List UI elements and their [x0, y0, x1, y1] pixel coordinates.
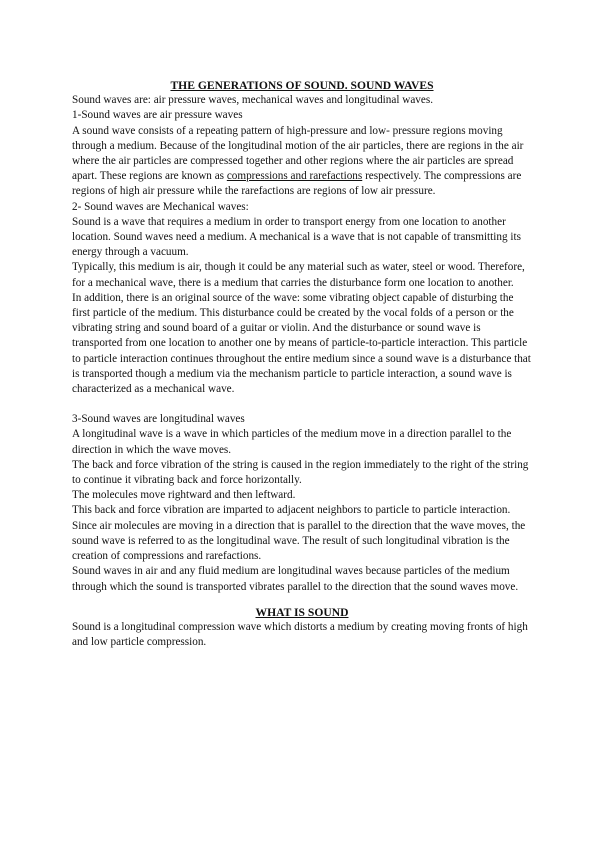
section-3-paragraph-2: The back and force vibration of the string is caused in the region immediately to the right of the string to continue it vibrating back and force horizontally. — [72, 458, 529, 487]
section-title-what-is-sound: WHAT IS SOUND — [255, 605, 349, 619]
section-2-paragraph-1: Sound is a wave that requires a medium in order to transport energy from one location to another location. Sound waves need a medium. A mechanical is a wave that is not capable of transmitting its energy through a vacuum. — [72, 215, 521, 259]
intro-paragraph: Sound waves are: air pressure waves, mechanical waves and longitudinal waves. — [72, 94, 433, 107]
section-3-paragraph-4: This back and force vibration are imparted to adjacent neighbors to particle to particle interaction. — [72, 504, 511, 517]
section-1-text-a: A sound wave consists of a repeating pattern of high-pressure and low- pressure regions moving through a medium. Because of the longitudinal motion of the air particles, there are regions in the air where the air particles are compressed together and other regions where the air particles are spread apart. These regions are known as — [72, 124, 524, 183]
section-1-paragraph — [72, 124, 532, 200]
section-3-paragraph-5: Since air molecules are moving in a direction that is parallel to the direction that the wave moves, the sound wave is referred to as the longitudinal wave. The result of such longitudinal vibration is the creation of compressions and rarefactions. — [72, 519, 526, 563]
section-1-text-b: respectively. The compressions are regions of high air pressure while the rarefactions are regions of low air pressure. — [72, 170, 522, 198]
section-2-paragraph-3: In addition, there is an original source of the wave: some vibrating object capable of disturbing the first particle of the medium. This disturbance could be created by the vocal folds of a person or the vibrating string and sound board of a guitar or violin. And the disturbance or sound wave is transported from one location to another one by means of particle-to-particle interaction. This particle to particle interaction continues throughout the entire medium since a sound wave is a disturbance that is transported though a medium via the mechanism particle to particle interaction, a sound wave is characterized as a mechanical wave. — [72, 291, 531, 396]
page-title: THE GENERATIONS OF SOUND. SOUND WAVES — [170, 79, 434, 92]
section-2-heading: 2- Sound waves are Mechanical waves: — [72, 200, 249, 213]
section-2-paragraph-2: Typically, this medium is air, though it could be any material such as water, steel or wood. Therefore, for a mechanical wave, there is a medium that carries the disturbance form one location to another. — [72, 261, 525, 289]
section-3-paragraph-6: Sound waves in air and any fluid medium are longitudinal waves because particles of the medium through which the sound is transported vibrates parallel to the direction that the sound waves move. — [72, 565, 519, 593]
section-3-paragraph-1: A longitudinal wave is a wave in which particles of the medium move in a direction parallel to the direction in which the wave moves. — [72, 428, 512, 456]
compressions-rarefactions-link[interactable]: compressions and rarefactions — [226, 170, 363, 183]
section-1-heading: 1-Sound waves are air pressure waves — [72, 109, 243, 122]
section-4-paragraph-1: Sound is a longitudinal compression wave which distorts a medium by creating moving fronts of high and low particle compression. — [72, 620, 528, 649]
spacer — [72, 397, 532, 412]
section-3-heading: 3-Sound waves are longitudinal waves — [72, 413, 245, 426]
section-3-paragraph-3: The molecules move rightward and then leftward. — [72, 489, 296, 502]
document-page — [72, 78, 532, 650]
